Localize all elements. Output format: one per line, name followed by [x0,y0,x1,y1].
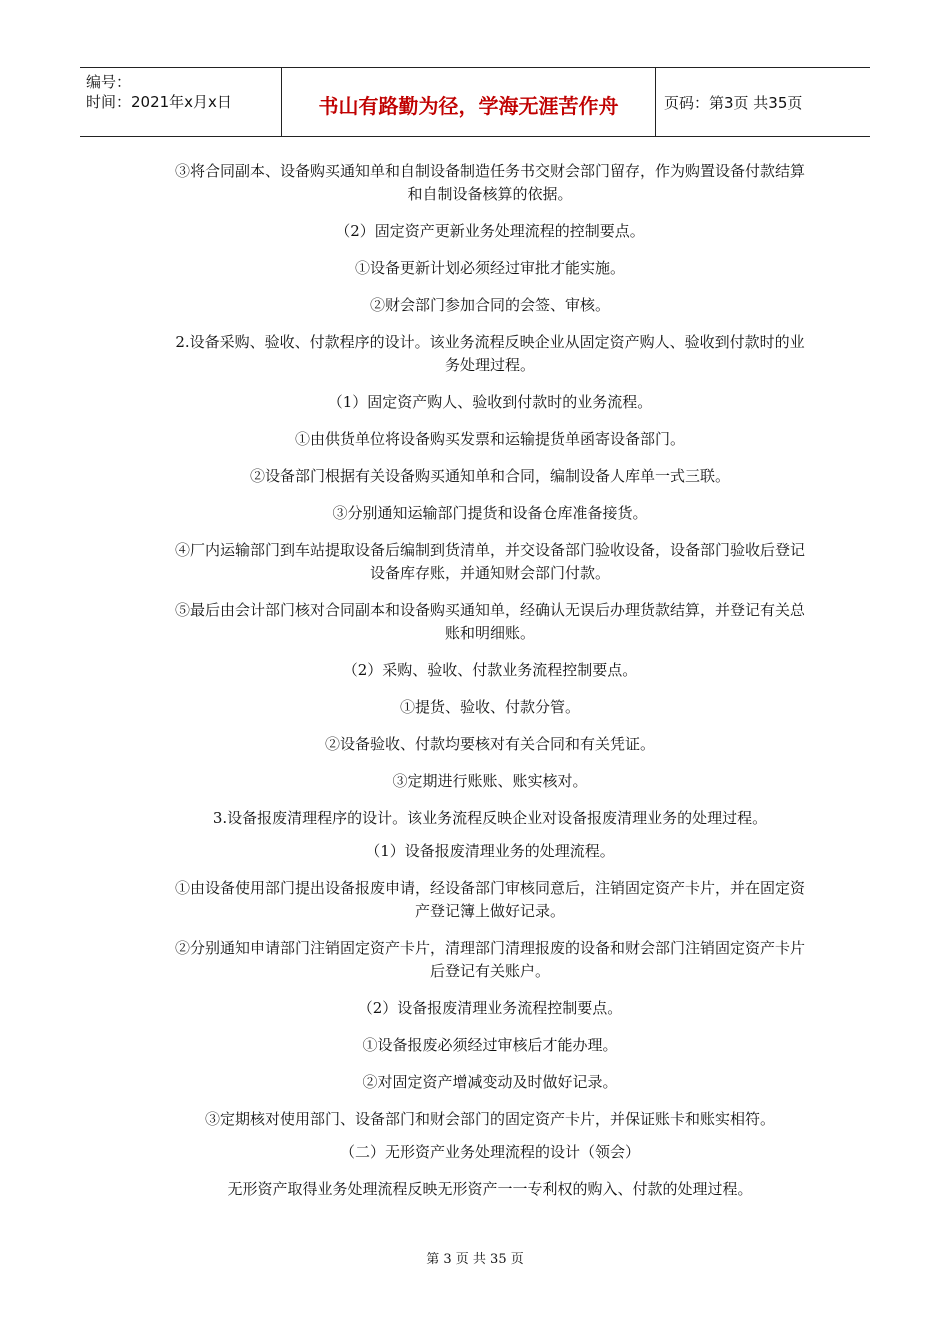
page-footer: 第 3 页 共 35 页 [426,1252,524,1267]
paragraph: ①设备报废必须经过审核后才能办理。 [362,1036,618,1054]
document-number: 编号： [86,73,132,91]
paragraph: ③将合同副本、设备购买通知单和自制设备制造任务书交财会部门留存，作为购置设备付款结算和自制设备核算的依据。 [174,162,805,203]
header-page-number: 页码：第3页 共35页 [664,93,803,112]
paragraph: 2.设备采购、验收、付款程序的设计。该业务流程反映企业从固定资产购人、验收到付款时的业务处理过程。 [175,333,805,374]
paragraph: ②分别通知申请部门注销固定资产卡片，清理部门清理报废的设备和财会部门注销固定资产卡片后登记有关账户。 [174,939,805,980]
paragraph: 3.设备报废清理程序的设计。该业务流程反映企业对设备报废清理业务的处理过程。 [212,809,768,827]
paragraph: ③定期核对使用部门、设备部门和财会部门的固定资产卡片，并保证账卡和账实相符。 [204,1110,775,1128]
paragraph: ③分别通知运输部门提货和设备仓库准备接货。 [332,504,648,522]
paragraph: ②对固定资产增减变动及时做好记录。 [362,1073,618,1091]
document-body [170,160,810,1215]
paragraph: ④厂内运输部门到车站提取设备后编制到货清单，并交设备部门验收设备，设备部门验收后登记设备库存账，并通知财会部门付款。 [174,541,805,582]
paragraph: 无形资产取得业务处理流程反映无形资产一一专利权的购入、付款的处理过程。 [227,1180,753,1198]
paragraph: ②设备部门根据有关设备购买通知单和合同，编制设备人库单一式三联。 [249,467,730,485]
paragraph: （1）设备报废清理业务的处理流程。 [365,842,615,860]
paragraph: （2）设备报废清理业务流程控制要点。 [357,999,623,1017]
paragraph: （1）固定资产购人、验收到付款时的业务流程。 [327,393,653,411]
paragraph: ①由供货单位将设备购买发票和运输提货单函寄设备部门。 [294,430,685,448]
page-header [80,67,870,137]
header-motto: 书山有路勤为径，学海无涯苦作舟 [282,68,656,136]
paragraph: ②设备验收、付款均要核对有关合同和有关凭证。 [324,735,655,753]
document-date: 时间：2021年x月x日 [86,93,232,111]
paragraph: （2）采购、验收、付款业务流程控制要点。 [342,661,638,679]
paragraph: ②财会部门参加合同的会签、审核。 [369,296,610,314]
paragraph: ①由设备使用部门提出设备报废申请，经设备部门审核同意后，注销固定资产卡片，并在固定资产登记簿上做好记录。 [174,879,805,920]
paragraph: ①设备更新计划必须经过审批才能实施。 [354,259,625,277]
paragraph: ①提货、验收、付款分管。 [399,698,580,716]
section-heading: （二）无形资产业务处理流程的设计（领会） [339,1143,640,1161]
paragraph: ⑤最后由会计部门核对合同副本和设备购买通知单，经确认无误后办理货款结算，并登记有关总账和明细账。 [174,601,805,642]
header-meta [80,68,282,136]
paragraph: （2）固定资产更新业务处理流程的控制要点。 [335,222,645,240]
paragraph: ③定期进行账账、账实核对。 [392,772,588,790]
